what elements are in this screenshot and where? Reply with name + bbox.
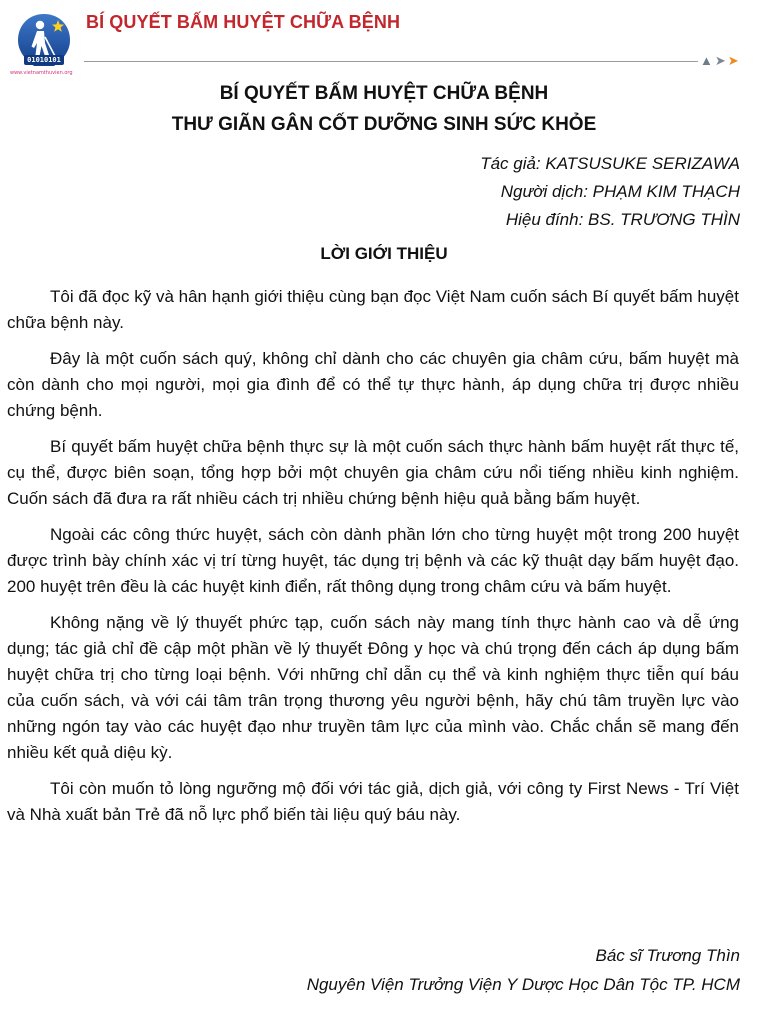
paragraph: Bí quyết bấm huyệt chữa bệnh thực sự là một cuốn sách thực hành bấm huyệt rất thực tế, cụ thể, được biên soạn, tổng hợp bởi một chuyên gia châm cứu nổi tiếng nhiều kinh nghiệm. Cuốn sách đã đưa ra rất nhiều cách trị nhiều chứng bệnh hiệu quả bằng bấm huyệt. — [7, 437, 739, 508]
library-logo — [12, 10, 76, 76]
signature — [307, 941, 740, 999]
up-arrow-icon[interactable]: ▲ — [700, 53, 713, 68]
foreword-body — [7, 284, 739, 838]
logo-code: 01010101 — [27, 56, 61, 64]
next-arrow-icon[interactable]: ➤ — [727, 53, 739, 68]
paragraph: Tôi đã đọc kỹ và hân hạnh giới thiệu cùng bạn đọc Việt Nam cuốn sách Bí quyết bấm huyệt chữa bệnh này. — [7, 287, 739, 332]
book-subtitle: THƯ GIÃN GÂN CỐT DƯỠNG SINH SỨC KHỎE — [171, 114, 597, 135]
paragraph: Ngoài các công thức huyệt, sách còn dành phần lớn cho từng huyệt một trong 200 huyệt được trình bày chính xác vị trí từng huyệt, tác dụng trị bệnh và các kỹ thuật dạy bấm huyệt đạo. 200 huyệt trên đều là các huyệt kinh điển, rất thông dụng trong châm cứu và bấm huyệt. — [7, 525, 739, 596]
blind-person-cane-icon — [12, 10, 76, 76]
book-credits — [480, 150, 740, 234]
section-heading: LỜI GIỚI THIỆU — [320, 244, 448, 263]
header-title: BÍ QUYẾT BẤM HUYỆT CHỮA BỆNH — [86, 12, 401, 32]
translator-credit: Người dịch: PHẠM KIM THẠCH — [500, 182, 740, 201]
page-header — [0, 0, 768, 80]
editor-credit: Hiệu đính: BS. TRƯƠNG THÌN — [505, 210, 740, 229]
back-arrow-icon[interactable]: ➤ — [714, 53, 726, 68]
book-title — [0, 78, 768, 140]
signature-position: Nguyên Viện Trưởng Viện Y Dược Học Dân Tộc TP. HCM — [306, 975, 740, 994]
logo-url: www.vietnamthuvien.org — [10, 70, 73, 76]
author-credit: Tác giả: KATSUSUKE SERIZAWA — [480, 154, 740, 173]
paragraph: Tôi còn muốn tỏ lòng ngưỡng mộ đối với tác giả, dịch giả, với công ty First News - Trí Việt và Nhà xuất bản Trẻ đã nỗ lực phổ biến tài liệu quý báu này. — [7, 779, 739, 824]
page-navigation — [700, 52, 739, 70]
paragraph: Đây là một cuốn sách quý, không chỉ dành cho các chuyên gia châm cứu, bấm huyệt mà còn dành cho mọi người, mọi gia đình để có thể tự thực hành, áp dụng chữa trị được nhiều chứng bệnh. — [7, 349, 739, 420]
paragraph: Không nặng về lý thuyết phức tạp, cuốn sách này mang tính thực hành cao và dễ ứng dụng; tác giả chỉ đề cập một phần về lý thuyết Đông y học và chú trọng đến cách áp dụng bấm huyệt chữa trị cho từng loại bệnh. Với những chỉ dẫn cụ thể và kinh nghiệm thực tiễn quí báu của cuốn sách, và với cái tâm trân trọng thương yêu người bệnh, hãy chú tâm truyền lực vào những ngón tay vào các huyệt đạo như truyền tâm lực của mình vào. Chắc chắn sẽ mang đến nhiều kết quả diệu kỳ. — [7, 613, 739, 762]
header-divider — [84, 61, 698, 62]
book-title-line-1: BÍ QUYẾT BẤM HUYỆT CHỮA BỆNH — [219, 83, 549, 104]
signature-name: Bác sĩ Trương Thìn — [595, 946, 740, 965]
